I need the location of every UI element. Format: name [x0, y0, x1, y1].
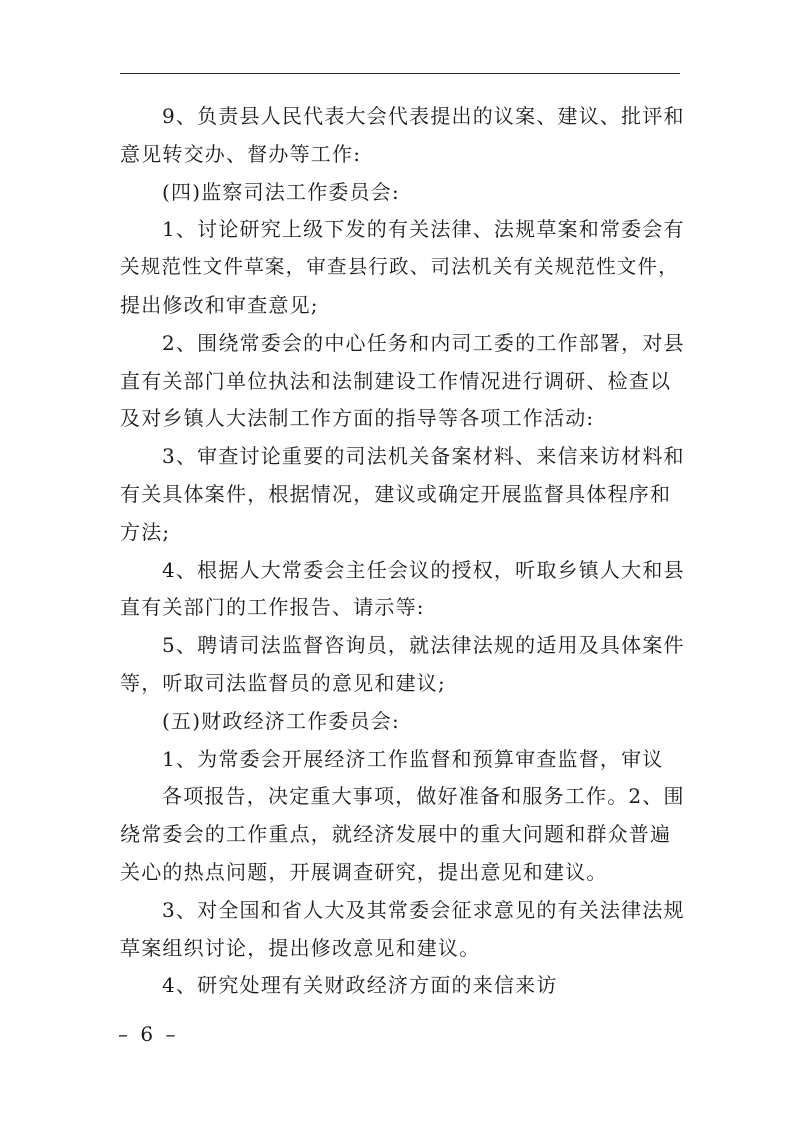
text-line: 1、讨论研究上级下发的有关法律、法规草案和常委会有: [162, 217, 685, 242]
text-line: 2、围绕常委会的中心任务和内司工委的工作部署，对县: [162, 330, 685, 355]
text-line: 等，听取司法监督员的意见和建议;: [120, 671, 446, 695]
text-line: 3、审查讨论重要的司法机关备案材料、来信来访材料和: [162, 444, 685, 469]
text-line: 意见转交办、督办等工作:: [120, 141, 362, 166]
text-line: 各项报告，决定重大事项，做好准备和服务工作。2、围: [162, 784, 685, 809]
section-heading: (五)财政经济工作委员会:: [162, 708, 400, 733]
section-heading: (四)监察司法工作委员会:: [162, 179, 400, 204]
text-line: 关心的热点问题，开展调查研究，提出意见和建议。: [120, 860, 608, 884]
text-line: 直有关部门的工作报告、请示等:: [120, 595, 425, 620]
text-line: 有关具体案件，根据情况，建议或确定开展监督具体程序和: [120, 482, 672, 506]
page-number: – 6 –: [118, 1022, 179, 1046]
text-line: 1、为常委会开展经济工作监督和预算审查监督，审议: [162, 746, 664, 771]
text-line: 提出修改和审查意见;: [120, 293, 319, 317]
header-rule: [120, 73, 680, 74]
text-line: 5、聘请司法监督咨询员，就法律法规的适用及具体案件: [162, 633, 685, 658]
text-line: 方法;: [120, 519, 171, 544]
text-line: 3、对全国和省人大及其常委会征求意见的有关法律法规: [162, 897, 685, 922]
text-line: 绕常委会的工作重点，就经济发展中的重大问题和群众普遍: [120, 822, 672, 847]
text-line: 4、研究处理有关财政经济方面的来信来访: [162, 973, 558, 998]
text-line: 草案组织讨论，提出修改意见和建议。: [120, 935, 481, 960]
text-line: 9、负责县人民代表大会代表提出的议案、建议、批评和: [162, 104, 685, 128]
text-line: 4、根据人大常委会主任会议的授权，听取乡镇人大和县: [162, 557, 685, 582]
text-line: 直有关部门单位执法和法制建设工作情况进行调研、检查以: [120, 368, 672, 393]
text-line: 及对乡镇人大法制工作方面的指导等各项工作活动:: [120, 406, 595, 431]
text-line: 关规范性文件草案，审查县行政、司法机关有关规范性文件，: [120, 255, 679, 279]
